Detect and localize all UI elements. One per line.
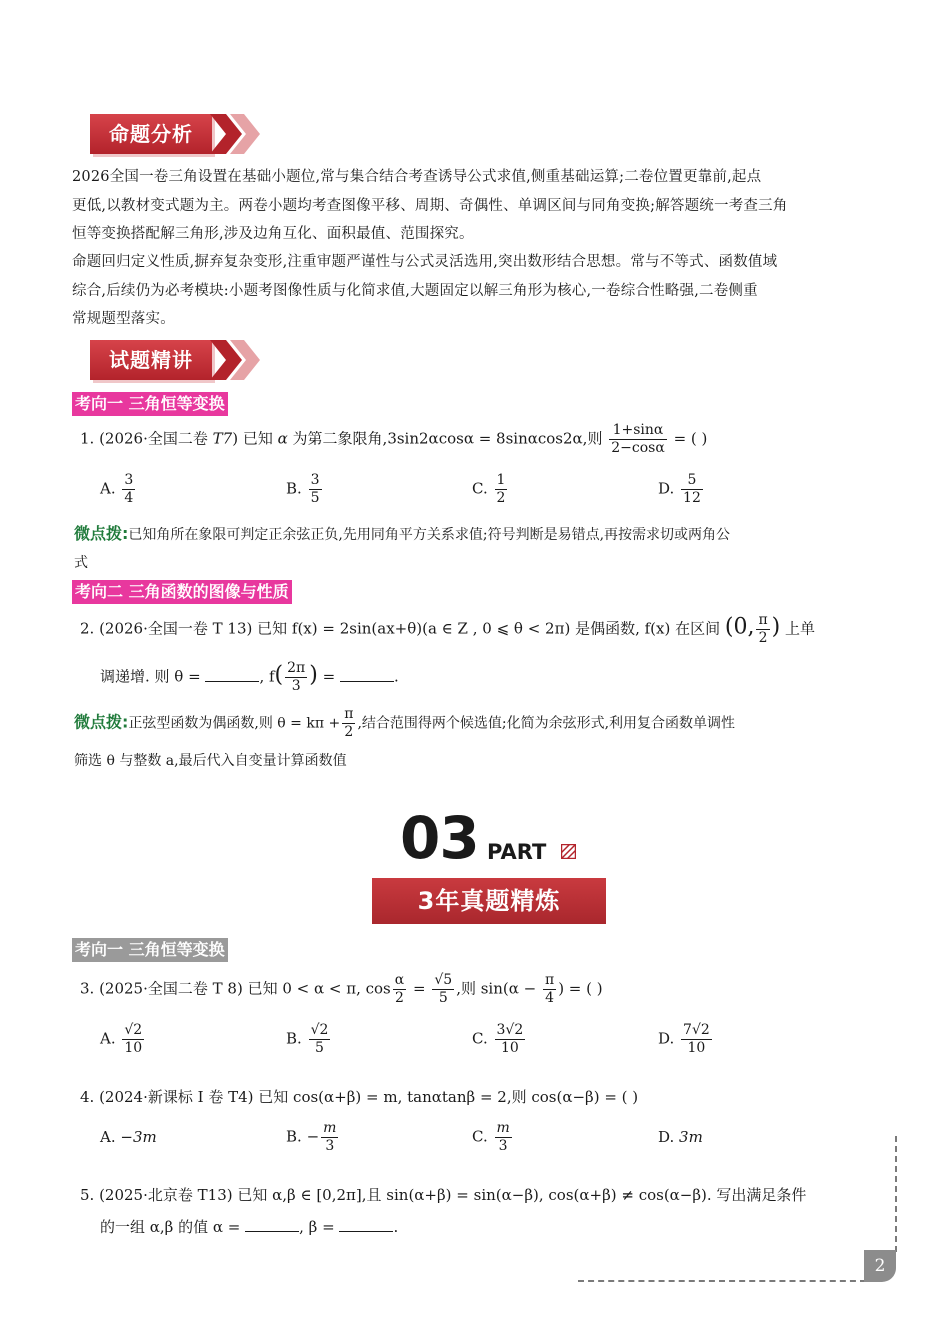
denominator: 2	[496, 490, 506, 506]
q-text: ,则 sin(α −	[456, 979, 537, 998]
answer-blank[interactable]	[205, 669, 259, 682]
page-number: 2	[864, 1250, 896, 1282]
topic-tag: 考向二 三角函数的图像与性质	[72, 580, 292, 604]
option-d[interactable]	[658, 1128, 703, 1146]
numerator: π	[544, 972, 555, 988]
fraction	[756, 612, 769, 647]
option-label: D.	[658, 479, 675, 498]
numerator: 3	[310, 472, 320, 488]
q-text: =	[317, 667, 336, 686]
fraction	[495, 1120, 512, 1155]
fraction	[309, 1022, 331, 1057]
analysis-line: 恒等变换搭配解三角形,涉及边角互化、面积最值、范围探究。	[72, 226, 474, 242]
question-2	[80, 612, 815, 647]
fraction	[321, 1120, 338, 1155]
analysis-line: 常规题型落实。	[72, 311, 175, 327]
q-text: 为第二象限角,3sin2αcosα = 8sinαcos2α,则	[292, 429, 603, 448]
numerator: 7√2	[683, 1022, 710, 1038]
numerator: 5	[681, 472, 703, 490]
option-label: D.	[658, 1029, 675, 1048]
q-alpha: α	[277, 429, 288, 448]
option-b[interactable]	[286, 472, 324, 507]
topic-tag: 考向一 三角恒等变换	[72, 938, 228, 962]
denominator: 2	[344, 724, 354, 740]
q-text: , f	[259, 667, 275, 686]
numerator: 1	[496, 472, 506, 488]
fraction	[495, 1022, 526, 1057]
tip-text: 正弦型函数为偶函数,则 θ = kπ +	[128, 715, 341, 732]
tip-text: ,结合范围得两个候选值;化简为余弦形式,利用复合函数单调性	[357, 715, 736, 732]
banner-title: 试题精讲	[90, 340, 212, 380]
chevron-arrows-icon	[208, 114, 268, 154]
option-label: A.	[100, 1128, 116, 1146]
denominator: 3	[325, 1138, 335, 1154]
denominator: 10	[500, 1040, 519, 1056]
q-text: .	[393, 1218, 399, 1236]
fraction	[393, 972, 406, 1007]
option-c[interactable]	[472, 472, 509, 507]
answer-blank[interactable]	[340, 669, 394, 682]
section-banner-analysis	[90, 114, 270, 154]
option-label: A.	[100, 1029, 116, 1048]
option-value: 3m	[679, 1128, 703, 1146]
answer-blank[interactable]	[339, 1219, 393, 1232]
numerator: √2	[124, 1022, 143, 1038]
option-d[interactable]	[658, 472, 705, 507]
fraction	[681, 1022, 712, 1057]
fraction	[309, 472, 322, 507]
chevron-arrows-icon	[208, 340, 268, 380]
numerator: π	[758, 612, 768, 628]
option-value: −	[306, 1127, 320, 1146]
page-border-dashed	[895, 1136, 897, 1252]
numerator: π	[344, 706, 354, 722]
q-text: )	[771, 614, 781, 640]
option-a[interactable]	[100, 1128, 157, 1146]
fraction	[495, 472, 508, 507]
q-text: 上单	[780, 619, 816, 638]
option-label: C.	[472, 479, 488, 498]
option-label: C.	[472, 1029, 488, 1048]
fraction	[681, 472, 703, 507]
q-text: =	[408, 979, 426, 998]
denominator: 2	[395, 990, 404, 1006]
page-border-dashed	[578, 1280, 866, 1282]
q-text: .	[393, 667, 399, 686]
q-text: 1. (2026·全国二卷	[80, 429, 208, 448]
denominator: 5	[315, 1040, 324, 1056]
analysis-paragraph-1	[72, 163, 882, 249]
topic-tag: 考向一 三角恒等变换	[72, 392, 228, 416]
option-a[interactable]	[100, 472, 137, 507]
tip-1	[74, 520, 884, 577]
option-label: B.	[286, 1029, 302, 1048]
tip-text: 筛选 θ 与整数 a,最后代入自变量计算函数值	[74, 753, 347, 769]
option-value: −3m	[120, 1128, 157, 1146]
option-b[interactable]	[286, 1022, 332, 1057]
analysis-paragraph-2	[72, 248, 882, 334]
question-5: 5. (2025·北京卷 T13) 已知 α,β ∈ [0,2π],且 sin(α+β) = sin(α−β), cos(α+β) ≠ cos(α−β). 写出满足条件	[80, 1186, 807, 1204]
numerator: 3	[124, 472, 134, 488]
denominator: 4	[124, 490, 134, 506]
question-1	[80, 422, 707, 457]
option-label: C.	[472, 1127, 488, 1146]
fraction	[285, 660, 307, 695]
analysis-line: 综合,后续仍为必考模块:小题考图像性质与化简求值,大题固定以解三角形为核心,一卷综合性略强,二卷侧重	[72, 282, 758, 299]
part-number: 03	[400, 804, 479, 872]
numerator: α	[394, 972, 405, 988]
answer-blank[interactable]	[245, 1219, 299, 1232]
analysis-line: 2026全国一卷三角设置在基础小题位,常与集合结合考查诱导公式求值,侧重基础运算;二卷位置更靠前,起点	[72, 169, 762, 185]
denominator: 12	[683, 490, 701, 506]
denominator: 5	[310, 490, 320, 506]
option-c[interactable]	[472, 1022, 527, 1057]
banner-title: 命题分析	[90, 114, 212, 154]
analysis-line: 命题回归定义性质,摒弃复杂变形,注重审题严谨性与公式灵活选用,突出数形结合思想。常与不等式、函数值域	[72, 254, 778, 270]
q-text: 2. (2026·全国一卷 T 13) 已知 f(x) = 2sin(ax+θ)(a ∈ Z , 0 ⩽ θ < 2π) 是偶函数, f(x) 在区间	[80, 619, 721, 638]
denominator: 10	[124, 1040, 143, 1056]
option-label: D.	[658, 1128, 675, 1146]
hatched-square-icon	[561, 844, 576, 859]
option-label: A.	[100, 479, 116, 498]
tip-label: 微点拨:	[74, 712, 129, 732]
option-b[interactable]	[286, 1120, 340, 1155]
numerator: 2π	[287, 660, 306, 676]
analysis-line: 更低,以教材变式题为主。两卷小题均考查图像平移、周期、奇偶性、单调区间与同角变换;解答题统一考查三角	[72, 197, 788, 214]
option-label: B.	[286, 1127, 302, 1146]
denominator: 3	[498, 1138, 508, 1154]
numerator: √5	[434, 972, 453, 988]
fraction	[432, 972, 454, 1007]
option-d[interactable]	[658, 1022, 714, 1057]
q-text: ) = ( )	[558, 979, 603, 998]
option-a[interactable]	[100, 1022, 146, 1057]
fraction	[122, 1022, 144, 1057]
tip-label: 微点拨:	[74, 524, 129, 543]
question-4: 4. (2024·新课标 Ⅰ 卷 T4) 已知 cos(α+β) = m, tanαtanβ = 2,则 cos(α−β) = ( )	[80, 1088, 639, 1106]
q-text: T7	[212, 429, 233, 448]
fraction	[342, 706, 355, 741]
numerator: m	[323, 1120, 337, 1136]
denominator: 5	[438, 990, 448, 1006]
numerator: √2	[310, 1022, 329, 1038]
q-text: 调递增. 则 θ =	[100, 667, 201, 686]
part-title-bar: 3年真题精炼	[372, 878, 606, 924]
q-text: ) 已知	[232, 429, 273, 448]
fraction	[543, 972, 556, 1007]
q-text: = ( )	[673, 429, 708, 448]
denominator: 4	[545, 990, 555, 1006]
part-word: PART	[487, 840, 547, 864]
denominator: 2	[758, 630, 768, 646]
question-2-line-2: 调递增. 则 θ = , f( $\frac{2\pi}{3}$ ) = .	[100, 660, 399, 694]
denominator: 2−cosα	[611, 440, 665, 456]
question-5-line-2	[100, 1216, 398, 1237]
option-c[interactable]	[472, 1120, 514, 1155]
numerator: m	[496, 1120, 510, 1136]
question-3	[80, 972, 603, 1007]
tip-text: 式	[74, 555, 88, 571]
tip-text: 已知角所在象限可判定正余弦正负,先用同角平方关系求值;符号判断是易错点,再按需求切或两角公	[128, 527, 731, 543]
denominator: 3	[291, 678, 301, 694]
fraction	[122, 472, 135, 507]
tip-2	[74, 706, 884, 775]
denominator: 10	[687, 1040, 706, 1056]
section-banner-lecture	[90, 340, 270, 380]
q-text: (0,	[724, 614, 755, 640]
q-text: , β =	[299, 1218, 335, 1236]
fraction	[609, 422, 667, 457]
option-label: B.	[286, 479, 302, 498]
q-text: 的一组 α,β 的值 α =	[100, 1218, 241, 1236]
numerator: 3√2	[496, 1022, 524, 1038]
q-text: 3. (2025·全国二卷 T 8) 已知 0 < α < π, cos	[80, 979, 391, 998]
numerator: 1+sinα	[609, 422, 667, 440]
